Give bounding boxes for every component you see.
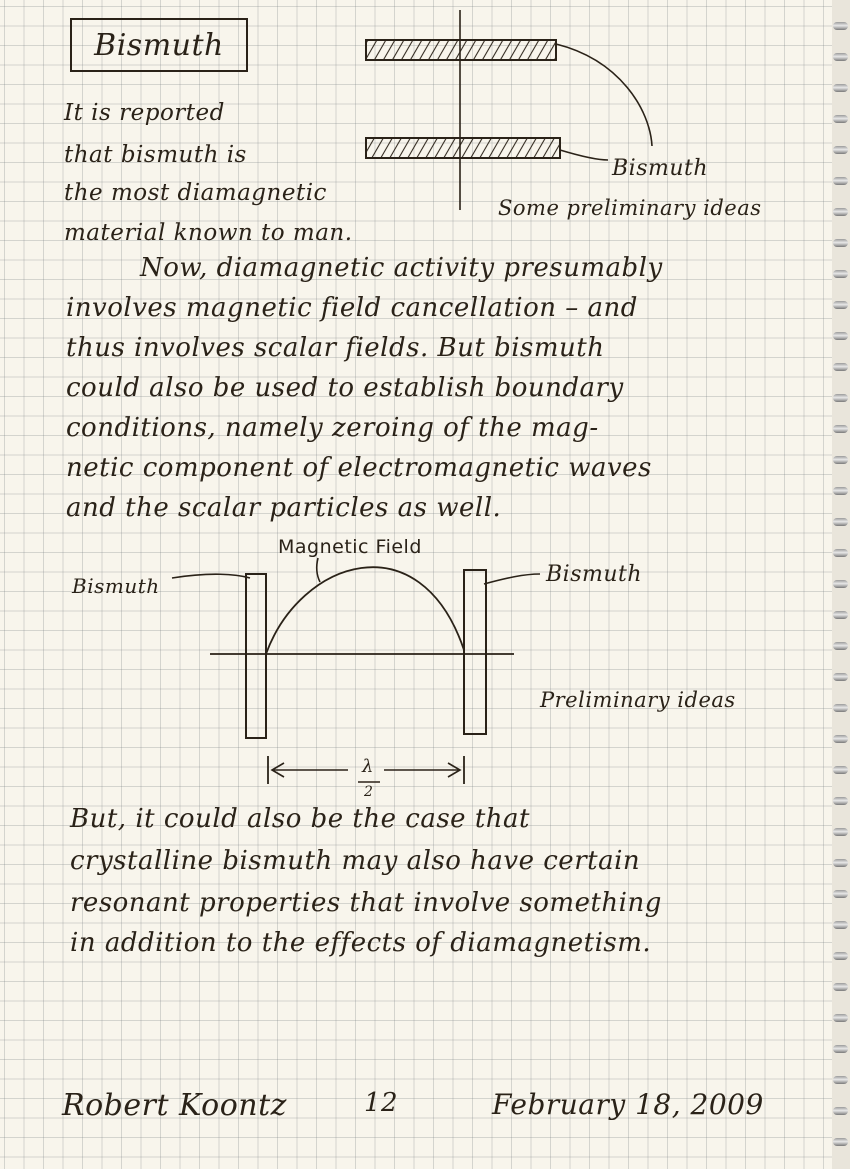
paragraph1-line: conditions, namely zeroing of the mag- <box>66 413 599 443</box>
paragraph2-line: in addition to the effects of diamagnetism. <box>70 928 652 958</box>
spiral-coil <box>833 456 848 464</box>
spiral-coil <box>833 1076 848 1084</box>
spiral-coil <box>833 239 848 247</box>
spiral-coil <box>833 425 848 433</box>
paragraph2-line: crystalline bismuth may also have certain <box>70 846 641 876</box>
right-bismuth-label: Bismuth <box>546 562 643 587</box>
paragraph1-line: and the scalar particles as well. <box>66 493 502 523</box>
intro-line: the most diamagnetic <box>64 180 327 206</box>
left-bismuth-label: Bismuth <box>72 574 160 598</box>
wavelength-numerator: λ <box>362 756 374 777</box>
spiral-coil <box>833 363 848 371</box>
spiral-coil <box>833 890 848 898</box>
spiral-coil <box>833 22 848 30</box>
spiral-coil <box>833 518 848 526</box>
intro-line: It is reported <box>64 100 225 126</box>
bismuth-plates-diagram <box>366 10 652 210</box>
spiral-coil <box>833 270 848 278</box>
paragraph2-line: But, it could also be the case that <box>70 804 530 834</box>
spiral-coil <box>833 487 848 495</box>
spiral-coil <box>833 394 848 402</box>
spiral-coil <box>833 177 848 185</box>
spiral-coil <box>833 53 848 61</box>
diagram2-caption: Preliminary ideas <box>540 688 736 712</box>
spiral-coil <box>833 642 848 650</box>
spiral-coil <box>833 952 848 960</box>
spiral-coil <box>833 146 848 154</box>
diagram1-caption: Some preliminary ideas <box>498 196 762 220</box>
spiral-coil <box>833 921 848 929</box>
spiral-coil <box>833 332 848 340</box>
paragraph1-line: netic component of electromagnetic waves <box>66 453 652 483</box>
spiral-coil <box>833 611 848 619</box>
paragraph2-line: resonant properties that involve something <box>70 888 662 918</box>
wavelength-denominator: 2 <box>364 784 374 800</box>
magnetic-field-label: Magnetic Field <box>278 536 422 558</box>
spiral-coil <box>833 983 848 991</box>
paragraph1-line: thus involves scalar fields. But bismuth <box>66 333 605 363</box>
paragraph1-line: Now, diamagnetic activity presumably <box>140 253 663 283</box>
page-title: Bismuth <box>94 27 224 63</box>
spiral-coil <box>833 549 848 557</box>
spiral-coil <box>833 1014 848 1022</box>
paragraph1-line: could also be used to establish boundary <box>66 373 624 403</box>
spiral-coil <box>833 828 848 836</box>
entry-date: February 18, 2009 <box>492 1088 764 1121</box>
spiral-coil <box>833 797 848 805</box>
spiral-coil <box>833 859 848 867</box>
spiral-coil <box>833 580 848 588</box>
page-number: 12 <box>364 1088 399 1118</box>
spiral-coil <box>833 1107 848 1115</box>
spiral-coil <box>833 766 848 774</box>
paragraph1-line: involves magnetic field cancellation – and <box>66 293 638 323</box>
spiral-coil <box>833 1138 848 1146</box>
spiral-coil <box>833 704 848 712</box>
intro-line: material known to man. <box>64 220 353 246</box>
spiral-coil <box>833 1045 848 1053</box>
diagram1-label: Bismuth <box>612 156 709 181</box>
author-signature: Robert Koontz <box>62 1088 287 1123</box>
spiral-coil <box>833 115 848 123</box>
intro-line: that bismuth is <box>64 142 247 168</box>
spiral-coil <box>833 84 848 92</box>
spiral-coil <box>833 208 848 216</box>
magnetic-field-diagram <box>172 558 540 784</box>
spiral-coil <box>833 301 848 309</box>
spiral-coil <box>833 735 848 743</box>
spiral-coil <box>833 673 848 681</box>
